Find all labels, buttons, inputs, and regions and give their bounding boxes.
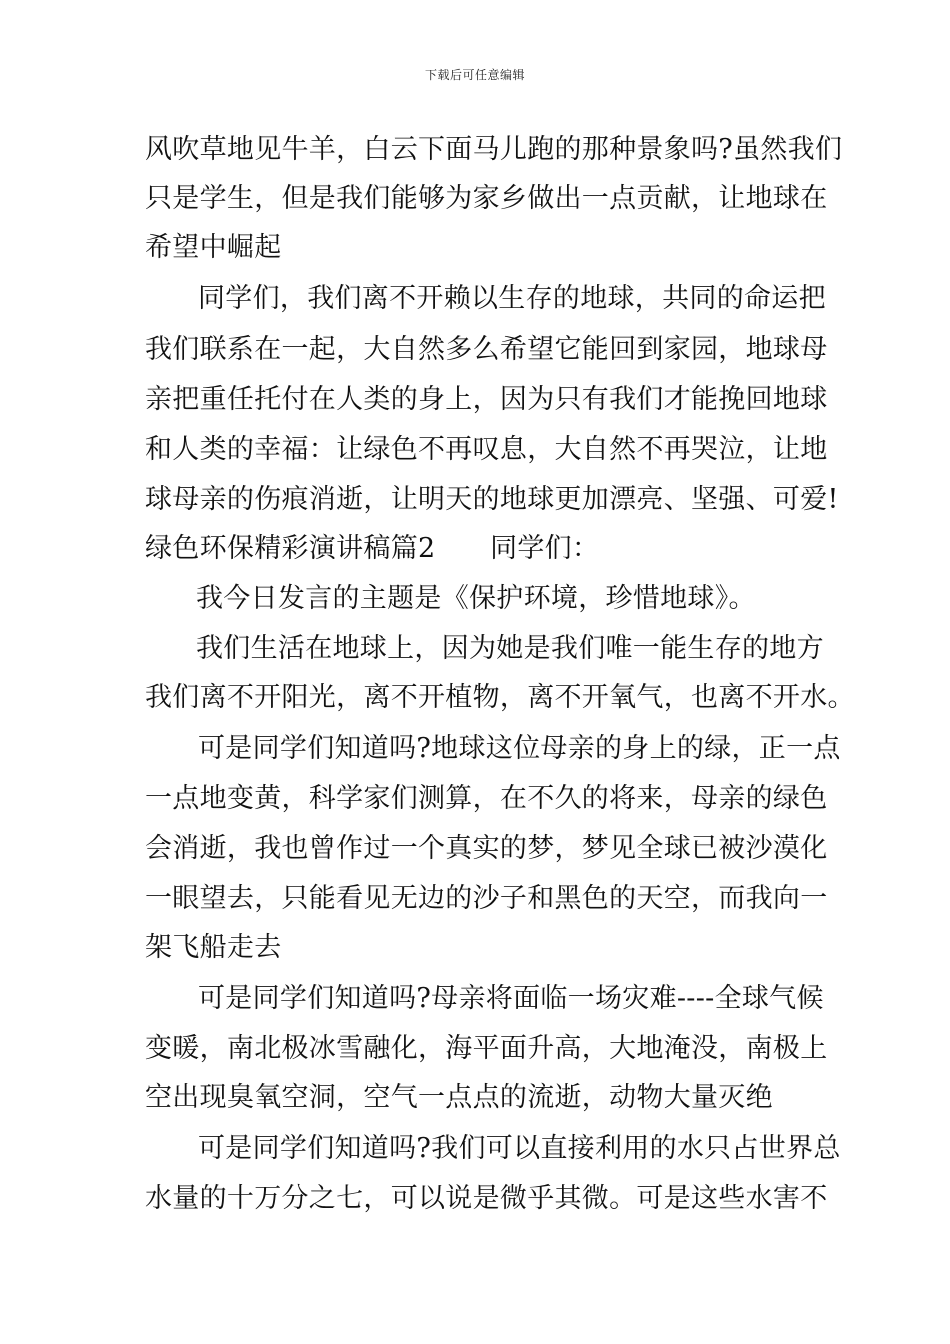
text-line: 一眼望去，只能看见无边的沙子和黑色的天空，而我向一 xyxy=(145,883,828,914)
paragraph-first-line: 我今日发言的主题是《保护环境，珍惜地球》。 xyxy=(196,583,756,614)
paragraph-first-line: 可是同学们知道吗?地球这位母亲的身上的绿，正一点 xyxy=(198,733,841,764)
text-line: 变暖，南北极冰雪融化，海平面升高，大地淹没，南极上 xyxy=(145,1033,828,1064)
text-line: 和人类的幸福：让绿色不再叹息，大自然不再哭泣，让地 xyxy=(145,434,828,465)
text-line: 风吹草地见牛羊，白云下面马儿跑的那种景象吗?虽然我们 xyxy=(145,134,843,165)
text-line: 我们联系在一起，大自然多么希望它能回到家园，地球母 xyxy=(145,334,828,365)
paragraph-first-line: 同学们，我们离不开赖以生存的地球，共同的命运把 xyxy=(198,283,826,314)
text-line: 架飞船走去 xyxy=(145,932,282,963)
text-line: 球母亲的伤痕消逝，让明天的地球更加漂亮、坚强、可爱! xyxy=(145,484,839,515)
text-line: 一点地变黄，科学家们测算，在不久的将来，母亲的绿色 xyxy=(145,783,828,814)
text-line: 只是学生，但是我们能够为家乡做出一点贡献，让地球在 xyxy=(145,183,828,214)
text-line: 水量的十万分之七，可以说是微乎其微。可是这些水害不 xyxy=(145,1183,828,1214)
text-line: 亲把重任托付在人类的身上，因为只有我们才能挽回地球 xyxy=(145,384,828,415)
paragraph-first-line: 可是同学们知道吗?我们可以直接利用的水只占世界总 xyxy=(198,1133,841,1164)
text-line: 我们离不开阳光，离不开植物，离不开氧气，也离不开水。 xyxy=(145,682,855,713)
section-heading-line: 绿色环保精彩演讲稿篇2 同学们： xyxy=(145,533,600,564)
page-header-note: 下载后可任意编辑 xyxy=(424,68,525,82)
text-line: 希望中崛起 xyxy=(145,232,282,263)
paragraph-first-line: 我们生活在地球上，因为她是我们唯一能生存的地方 xyxy=(196,633,824,664)
text-line: 空出现臭氧空洞，空气一点点的流逝，动物大量灭绝 xyxy=(145,1082,773,1113)
paragraph-first-line: 可是同学们知道吗?母亲将面临一场灾难----全球气候 xyxy=(198,983,824,1014)
text-line: 会消逝，我也曾作过一个真实的梦，梦见全球已被沙漠化 xyxy=(145,833,828,864)
